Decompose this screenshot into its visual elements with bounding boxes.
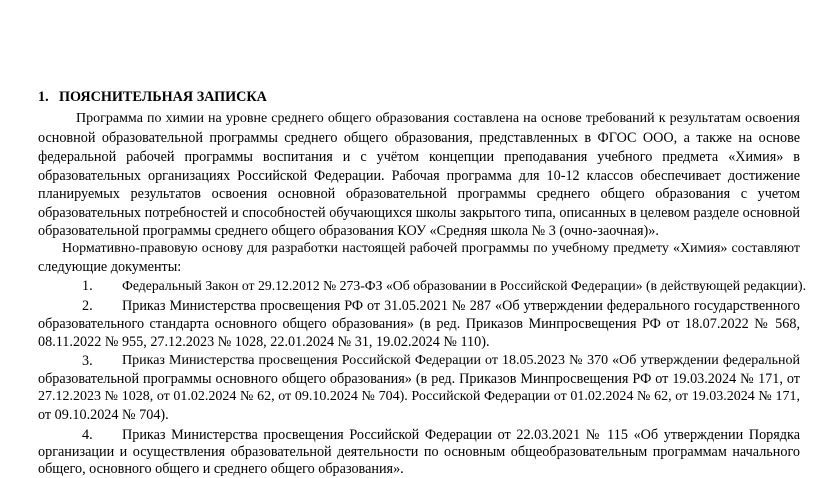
document-line: от 09.10.2024 № 704). — [38, 407, 169, 423]
document-line: Федеральный Закон от 29.12.2012 № 273-ФЗ «Об образовании в Российской Федерации» (в действующей редакции). — [122, 278, 807, 293]
paragraph1-line: образовательных потребностей и способностей обучающихся школы закрытого типа, описанных в целевом разделе основной — [38, 205, 800, 221]
paragraph1-line: федеральной рабочей программы воспитания и с учётом концепции преподавания учебного предмета «Химия» в — [38, 149, 800, 165]
paragraph2-line: Нормативно-правовую основу для разработки настоящей рабочей программы по учебному предмету «Химия» составляют — [62, 241, 800, 256]
document-number: 3. — [82, 353, 93, 369]
section-heading — [38, 88, 267, 106]
document-line: образовательного стандарта основного общего образования» (в ред. Приказов Минпросвещения РФ от 18.07.2022 № 568, — [38, 316, 800, 332]
document-line: Приказ Министерства просвещения РФ от 31.05.2021 № 287 «Об утверждении федерального государственного — [122, 298, 800, 314]
paragraph1-line: Программа по химии на уровне среднего общего образования составлена на основе требований к результатам освоения — [76, 111, 800, 126]
paragraph1-line: образовательных организациях Российской Федерации. Рабочая программа для 10-12 классов обеспечивает достижение — [38, 168, 800, 184]
section-title: ПОЯСНИТЕЛЬНАЯ ЗАПИСКА — [59, 89, 267, 105]
paragraph1-line: образовательной программы среднего общего образования КОУ «Средняя школа № 3 (очно-заочная)». — [38, 223, 659, 239]
document-line: Приказ Министерства просвещения Российской Федерации от 18.05.2023 № 370 «Об утверждении федеральной — [122, 353, 800, 368]
document-number: 2. — [82, 298, 93, 314]
document-line: 27.12.2023 № 1028, от 01.02.2024 № 62, от 09.10.2024 № 704). Российской Федерации от 01.02.2024 № 62, от 19.03.2024 № 171, — [38, 389, 800, 404]
section-number: 1. — [38, 89, 49, 105]
document-line: Приказ Министерства просвещения Российской Федерации от 22.03.2021 № 115 «Об утверждении Порядка — [122, 427, 800, 443]
document-line: образовательной программы основного общего образования» (в ред. Приказов Минпросвещения РФ от 19.03.2024 № 171, от — [38, 371, 800, 387]
document-number: 1. — [82, 278, 93, 294]
document-line: организации и осуществления образовательной деятельности по основным общеобразовательным программам начального — [38, 444, 800, 460]
paragraph2-line: следующие документы: — [38, 259, 182, 275]
document-number: 4. — [82, 427, 93, 443]
paragraph1-line: планируемых результатов освоения основной образовательной программы среднего общего образования с учетом — [38, 186, 800, 202]
document-line: 08.11.2022 № 955, 27.12.2023 № 1028, 22.01.2024 № 31, 19.02.2024 № 110). — [38, 334, 490, 350]
document-line: общего, основного общего и среднего общего образования». — [38, 461, 404, 477]
paragraph1-line: основной образовательной программы среднего общего образования, представленных в ФГОС ООО, а также на основе — [38, 130, 800, 146]
